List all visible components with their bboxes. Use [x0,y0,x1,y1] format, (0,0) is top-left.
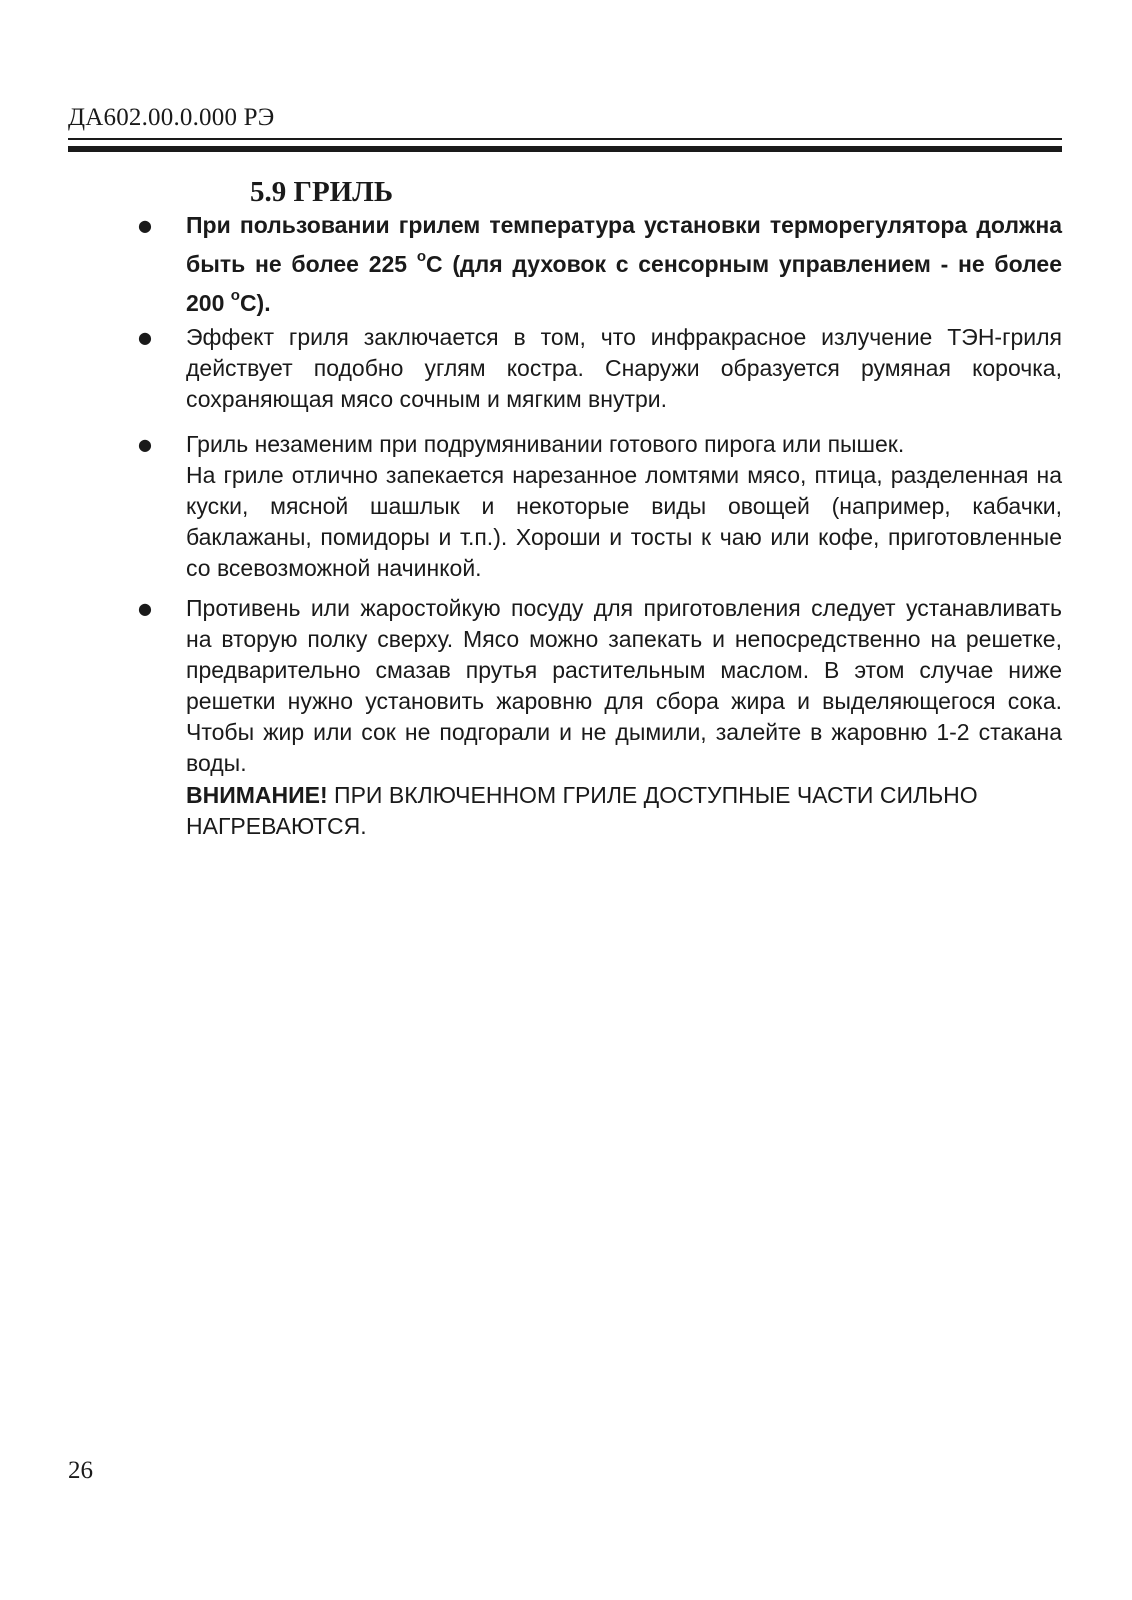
warning-text: ВНИМАНИЕ! ПРИ ВКЛЮЧЕННОМ ГРИЛЕ ДОСТУПНЫЕ ЧАСТИ СИЛЬНО НАГРЕВАЮТСЯ. [186,782,978,839]
bullet-icon: ● [138,328,152,347]
degree-sign: o [230,287,240,305]
bullet-icon: ● [138,599,152,618]
list-item-first-line: Гриль незаменим при подрумянивании готового пирога или пышек. [186,431,905,457]
bullet-icon: ● [138,435,152,454]
list-item-text: На гриле отлично запекается нарезанное ломтями мясо, птица, разделенная на куски, мясной шашлык и некоторые виды овощей (например, кабачки, баклажаны, помидоры и т.п.). Хороши и тосты к чаю или кофе, приготовленные со всевозможной начинкой. [186,462,1062,581]
section-title: 5.9 ГРИЛЬ [250,176,394,208]
list-item-text: При пользовании грилем температура установки терморегулятора должна быть не более 225 $^o$С (для духовок с сенсорным управлением - не более 200 $^o$С). [186,212,1062,316]
warning-label: ВНИМАНИЕ! [186,782,328,808]
document-code: ДА602.00.0.000 РЭ [68,104,275,131]
list-item-text: Эффект гриля заключается в том, что инфракрасное излучение ТЭН-гриля действует подобно углям костра. Снаружи образуется румяная корочка, сохраняющая мясо сочным и мягким внутри. [186,324,1062,412]
warning-note [186,780,1062,842]
degree-sign: o [416,248,426,266]
list-item [186,322,1062,415]
list-item [186,429,1062,584]
header-rule-thin [68,138,1062,140]
list-item [186,593,1062,779]
bullet-icon: ● [138,216,152,235]
header-rule-thick [68,146,1062,152]
page-number: 26 [68,1457,93,1484]
list-item-text: Противень или жаростойкую посуду для приготовления следует устанавливать на вторую полку сверху. Мясо можно запекать и непосредственно на решетке, предварительно смазав прутья растительным маслом. В этом случае ниже решетки нужно установить жаровню для сбора жира и выделяющегося сока. Чтобы жир или сок не подгорали и не дымили, залейте в жаровню 1-2 стакана воды. [186,595,1062,776]
list-item [186,206,1062,323]
